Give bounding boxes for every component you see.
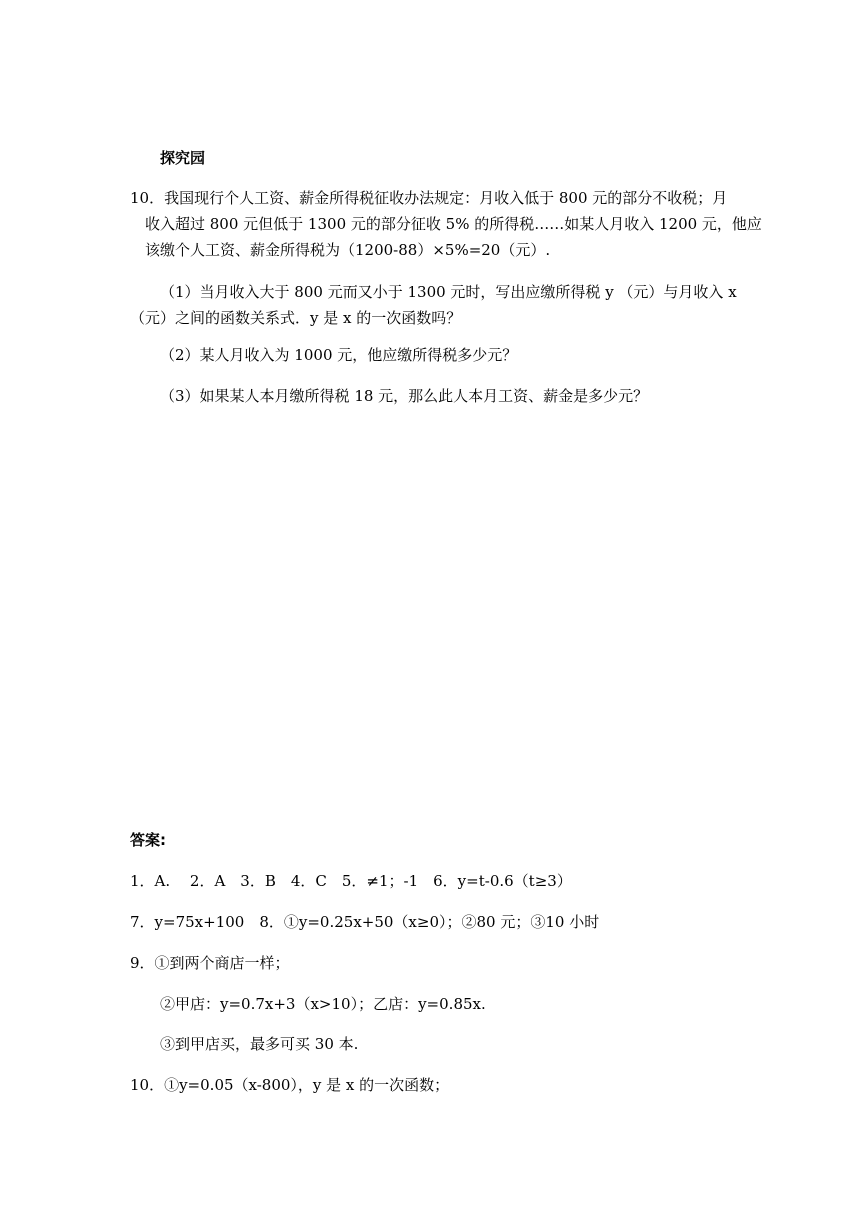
answer-line-3: 9．①到两个商店一样； (130, 954, 290, 972)
answer-line-3b: ②甲店：y=0.7x+3（x>10）；乙店：y=0.85x. (160, 995, 486, 1013)
problem-10-line-3: 该缴个人工资、薪金所得税为（1200-88）×5%=20（元）. (145, 241, 551, 259)
problem-10-line-1: 10．我国现行个人工资、薪金所得税征收办法规定：月收入低于 800 元的部分不收税；月 (130, 189, 728, 207)
answer-line-1: 1．A. 2．A 3．B 4．C 5．≠1；-1 6．y=t-0.6（t≥3） (130, 872, 572, 890)
question-1-line-1: （1）当月收入大于 800 元而又小于 1300 元时，写出应缴所得税 y （元）与月收入 x (160, 283, 737, 301)
question-3: （3）如果某人本月缴所得税 18 元，那么此人本月工资、薪金是多少元？ (160, 387, 649, 405)
explore-heading: 探究园 (160, 149, 206, 167)
answer-line-3c: ③到甲店买，最多可买 30 本. (160, 1035, 359, 1053)
answer-line-4: 10．①y=0.05（x-800），y 是 x 的一次函数； (130, 1076, 450, 1094)
question-1-line-2: （元）之间的函数关系式．y 是 x 的一次函数吗？ (130, 309, 462, 327)
answers-heading: 答案: (130, 831, 166, 849)
problem-10-line-2: 收入超过 800 元但低于 1300 元的部分征收 5% 的所得税……如某人月收入 1200 元，他应 (145, 215, 762, 233)
question-2: （2）某人月收入为 1000 元，他应缴所得税多少元？ (160, 346, 518, 364)
answer-line-2: 7．y=75x+100 8．①y=0.25x+50（x≥0）；②80 元；③10 小时 (130, 913, 600, 931)
